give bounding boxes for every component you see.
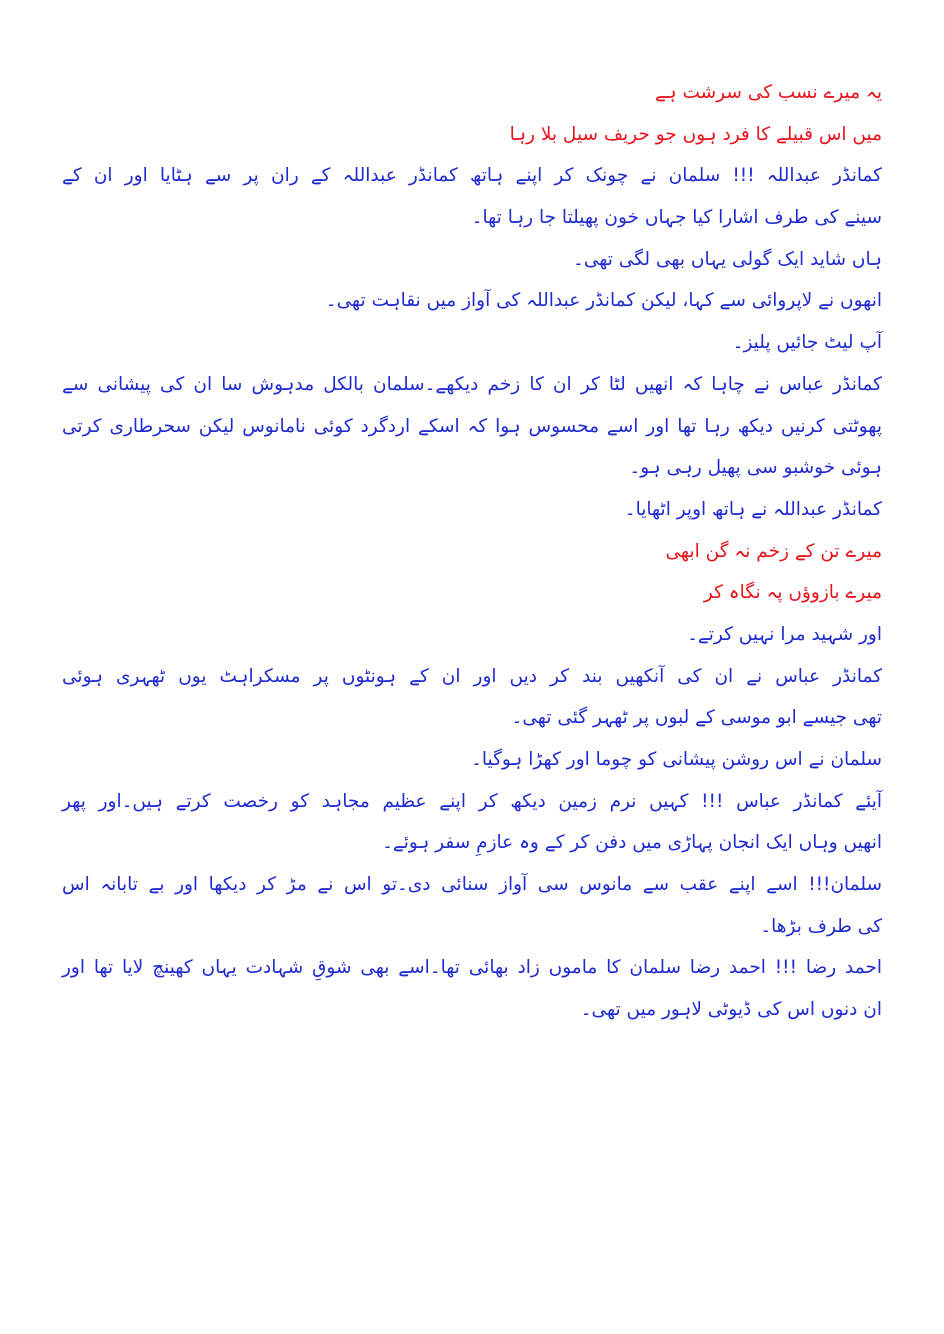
prose-line: تھی جیسے ابو موسی کے لبوں پر ٹھہر گئی تھی۔ xyxy=(511,707,882,729)
prose-line: کی طرف بڑھا۔ xyxy=(760,915,882,937)
prose-line: ہاں شاید ایک گولی یہاں بھی لگی تھی۔ xyxy=(572,248,882,270)
prose-line: سینے کی طرف اشارا کیا جہاں خون پھیلتا جا رہا تھا۔ xyxy=(471,207,882,229)
urdu-text-body xyxy=(62,72,882,1031)
prose-line: آپ لیٹ جائیں پلیز۔ xyxy=(732,332,882,354)
prose-line: پھوٹتی کرنیں دیکھ رہا تھا اور اسے محسوس ہوا کہ اسکے اردگرد کوئی نامانوس لیکن سحرطاری کرتی xyxy=(62,415,882,437)
verse-line: میرے بازوؤں پہ نگاہ کر xyxy=(703,582,882,604)
prose-line: سلمان!!! اسے اپنے عقب سے مانوس سی آواز سنائی دی۔تو اس نے مڑ کر دیکھا اور بے تابانہ اس xyxy=(62,874,882,896)
verse-line: میرے تن کے زخم نہ گن ابھی xyxy=(665,540,882,562)
prose-line: اور شہید مرا نہیں کرتے۔ xyxy=(687,623,882,645)
prose-line: سلمان نے اس روشن پیشانی کو چوما اور کھڑا ہوگیا۔ xyxy=(471,749,882,770)
prose-line: کمانڈر عبداللہ نے ہاتھ اوپر اٹھایا۔ xyxy=(624,498,882,520)
verse-line: یہ میرے نسب کی سرشت ہے xyxy=(654,82,882,103)
prose-line: انھیں وہاں ایک انجان پہاڑی میں دفن کر کے وہ عازمِ سفر ہوئے۔ xyxy=(382,832,882,854)
prose-line: کمانڈر عباس نے ان کی آنکھیں بند کر دیں اور ان کے ہونٹوں پر مسکراہٹ یوں ٹھہری ہوئی xyxy=(62,665,882,687)
prose-line: ہوئی خوشبو سی پھیل رہی ہو۔ xyxy=(629,457,882,479)
prose-line: انھوں نے لاپروائی سے کہا، لیکن کمانڈر عبداللہ کی آواز میں نقاہت تھی۔ xyxy=(325,290,882,312)
prose-line: ان دنوں اس کی ڈیوٹی لاہور میں تھی۔ xyxy=(580,999,882,1021)
verse-line: میں اس قبیلے کا فرد ہوں جو حریف سیل بلا رہا xyxy=(509,123,882,145)
prose-line: آیئے کمانڈر عباس !!! کہیں نرم زمین دیکھ کر اپنے عظیم مجاہد کو رخصت کرتے ہیں۔اور پھر xyxy=(62,790,882,812)
prose-line: احمد رضا !!! احمد رضا سلمان کا ماموں زاد بھائی تھا۔اسے بھی شوقِ شہادت یہاں کھینچ لایا تھا اور xyxy=(62,957,882,979)
prose-line: کمانڈر عبداللہ !!! سلمان نے چونک کر اپنے ہاتھ کمانڈر عبداللہ کے ران پر سے ہٹایا اور ان کے xyxy=(62,165,882,187)
prose-line: کمانڈر عباس نے چاہا کہ انھیں لٹا کر ان کا زخم دیکھے۔سلمان بالکل مدہوش سا ان کی پیشانی سے xyxy=(62,373,882,395)
